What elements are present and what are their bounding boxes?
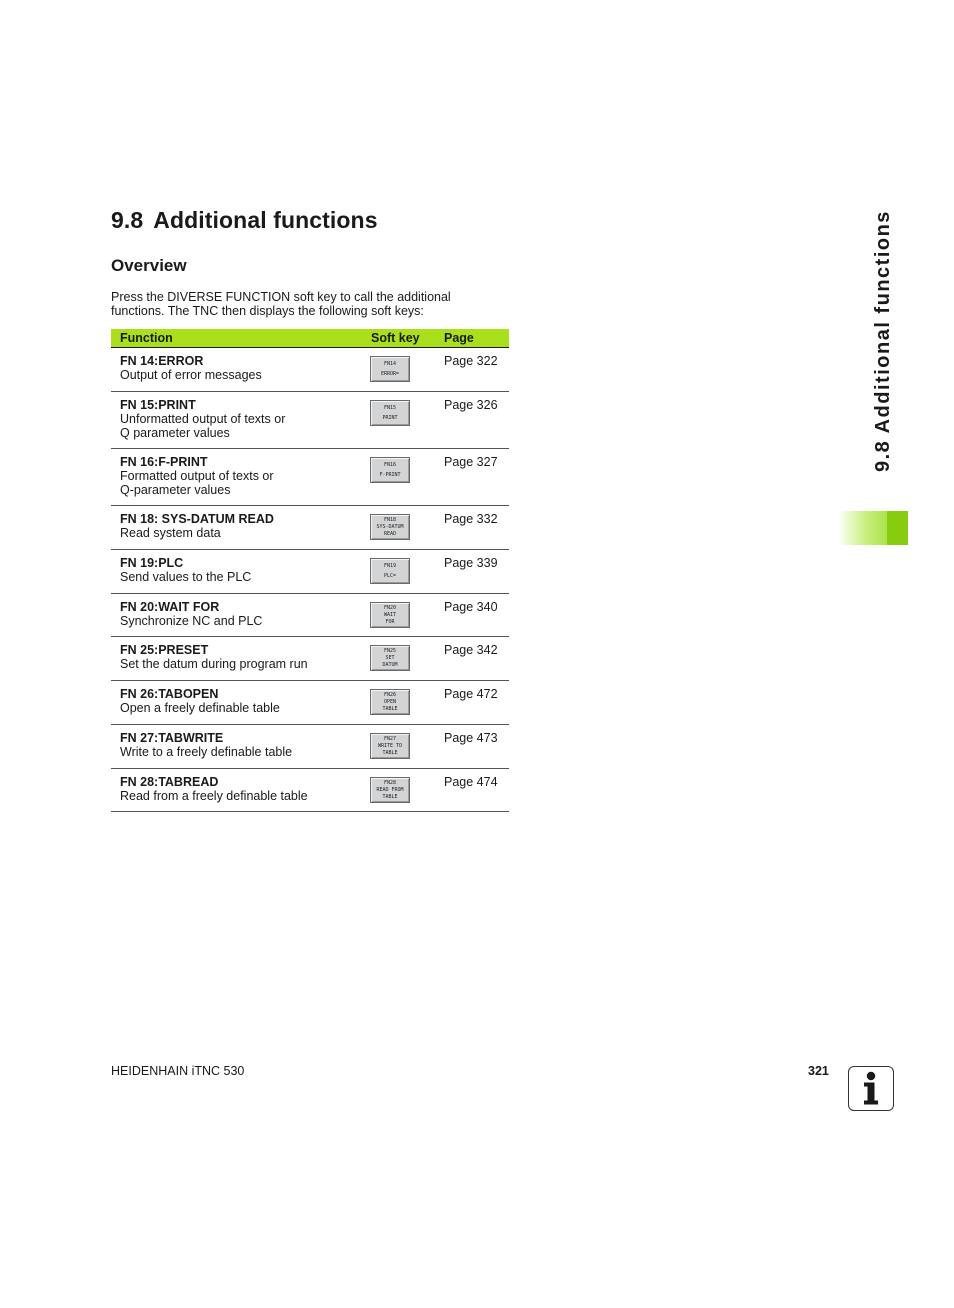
footer-manual-name: HEIDENHAIN iTNC 530 xyxy=(111,1064,245,1078)
function-name: FN 26:TABOPEN xyxy=(120,687,219,701)
description-line: Q-parameter values xyxy=(120,483,231,498)
function-description xyxy=(120,368,360,382)
soft-key-label: TABLE xyxy=(382,793,398,800)
soft-key-label: READ FROM xyxy=(376,786,404,793)
table-body xyxy=(111,348,509,812)
chapter-side-tab xyxy=(838,511,908,545)
soft-key-label: FN14 xyxy=(383,360,397,367)
soft-key-label: READ xyxy=(383,530,397,537)
subheading-overview: Overview xyxy=(111,256,187,275)
function-name: FN 28:TABREAD xyxy=(120,775,219,789)
table-row xyxy=(111,594,509,637)
function-description xyxy=(120,745,360,759)
soft-key-button[interactable] xyxy=(370,356,410,382)
function-name: FN 20:WAIT FOR xyxy=(120,600,220,614)
footer-page-number: 321 xyxy=(808,1064,829,1078)
soft-key-label: FOR xyxy=(385,618,395,625)
soft-key-label: FN19 xyxy=(383,562,397,569)
soft-key-button[interactable] xyxy=(370,400,410,426)
soft-key-button[interactable] xyxy=(370,645,410,671)
soft-key-label: FN25 xyxy=(383,647,397,654)
soft-key-label: FN27 xyxy=(383,735,397,742)
soft-key-button[interactable] xyxy=(370,777,410,803)
info-glyph xyxy=(849,1067,893,1110)
description-line: Write to a freely definable table xyxy=(120,745,293,759)
function-name: FN 18: SYS-DATUM READ xyxy=(120,512,274,526)
header-page: Page xyxy=(444,331,474,345)
soft-key-label: FN26 xyxy=(383,691,397,698)
description-line: Read system data xyxy=(120,526,221,540)
page-reference: Page 340 xyxy=(444,600,498,614)
page-reference: Page 322 xyxy=(444,354,498,368)
function-description xyxy=(120,412,360,441)
section-number: 9.8 xyxy=(111,207,144,233)
function-name: FN 14:ERROR xyxy=(120,354,204,368)
section-title-text: Additional functions xyxy=(153,207,378,233)
table-row xyxy=(111,348,509,392)
soft-key-label: FN28 xyxy=(383,779,397,786)
soft-key-button[interactable] xyxy=(370,733,410,759)
function-description xyxy=(120,469,360,498)
soft-key-label: SYS-DATUM xyxy=(376,523,404,530)
description-line: Read from a freely definable table xyxy=(120,789,308,803)
function-name: FN 15:PRINT xyxy=(120,398,196,412)
table-row xyxy=(111,637,509,681)
side-tab-edge xyxy=(887,511,908,545)
table-row xyxy=(111,550,509,594)
header-function: Function xyxy=(120,331,173,345)
soft-key-label: PRINT xyxy=(382,414,398,421)
info-icon xyxy=(848,1066,894,1111)
page-reference: Page 339 xyxy=(444,556,498,570)
soft-key-button[interactable] xyxy=(370,457,410,483)
soft-key-label: PLC= xyxy=(383,572,397,579)
description-line: Unformatted output of texts or xyxy=(120,412,286,426)
function-description xyxy=(120,789,360,803)
function-name: FN 19:PLC xyxy=(120,556,184,570)
table-row xyxy=(111,769,509,812)
table-row xyxy=(111,392,509,449)
page-reference: Page 473 xyxy=(444,731,498,745)
side-chapter-title: 9.8 Additional functions xyxy=(872,210,894,472)
intro-paragraph xyxy=(111,290,491,318)
soft-key-label: TABLE xyxy=(382,705,398,712)
soft-key-label: F-PRINT xyxy=(379,471,401,478)
description-line: Set the datum during program run xyxy=(120,657,308,671)
description-line: Open a freely definable table xyxy=(120,701,280,715)
soft-key-button[interactable] xyxy=(370,514,410,540)
table-row xyxy=(111,681,509,725)
page-reference: Page 326 xyxy=(444,398,498,412)
soft-key-label: DATUM xyxy=(382,661,398,668)
soft-key-label: WRITE TO xyxy=(377,742,403,749)
function-description xyxy=(120,614,360,628)
soft-key-button[interactable] xyxy=(370,689,410,715)
table-row xyxy=(111,506,509,550)
function-description xyxy=(120,570,360,584)
table-header xyxy=(111,329,509,348)
function-name: FN 25:PRESET xyxy=(120,643,209,657)
section-title xyxy=(111,207,378,234)
intro-line: Press the DIVERSE FUNCTION soft key to call the additional xyxy=(111,290,451,304)
soft-key-button[interactable] xyxy=(370,602,410,628)
table-row xyxy=(111,725,509,769)
page-reference: Page 327 xyxy=(444,455,498,469)
soft-key-label: TABLE xyxy=(382,749,398,756)
function-description xyxy=(120,701,360,715)
soft-key-label: SET xyxy=(385,654,395,661)
page-reference: Page 474 xyxy=(444,775,498,789)
table-row xyxy=(111,449,509,506)
description-line: Output of error messages xyxy=(120,368,262,382)
function-name: FN 16:F-PRINT xyxy=(120,455,208,469)
function-name: FN 27:TABWRITE xyxy=(120,731,224,745)
function-description xyxy=(120,526,360,540)
description-line: Formatted output of texts or xyxy=(120,469,274,483)
soft-key-label: FN15 xyxy=(383,404,397,411)
description-line: Send values to the PLC xyxy=(120,570,252,584)
soft-key-label: FN20 xyxy=(383,604,397,611)
functions-table xyxy=(111,329,509,812)
page-reference: Page 332 xyxy=(444,512,498,526)
header-soft-key: Soft key xyxy=(371,331,420,345)
function-description xyxy=(120,657,360,671)
intro-line: functions. The TNC then displays the following soft keys: xyxy=(111,304,424,318)
soft-key-label: WAIT xyxy=(383,611,397,618)
page-reference: Page 342 xyxy=(444,643,498,657)
soft-key-button[interactable] xyxy=(370,558,410,584)
soft-key-label: OPEN xyxy=(383,698,397,705)
soft-key-label: FN16 xyxy=(383,461,397,468)
page-reference: Page 472 xyxy=(444,687,498,701)
description-line: Q parameter values xyxy=(120,426,230,441)
soft-key-label: ERROR= xyxy=(380,370,400,377)
soft-key-label: FN18 xyxy=(383,516,397,523)
description-line: Synchronize NC and PLC xyxy=(120,614,263,628)
